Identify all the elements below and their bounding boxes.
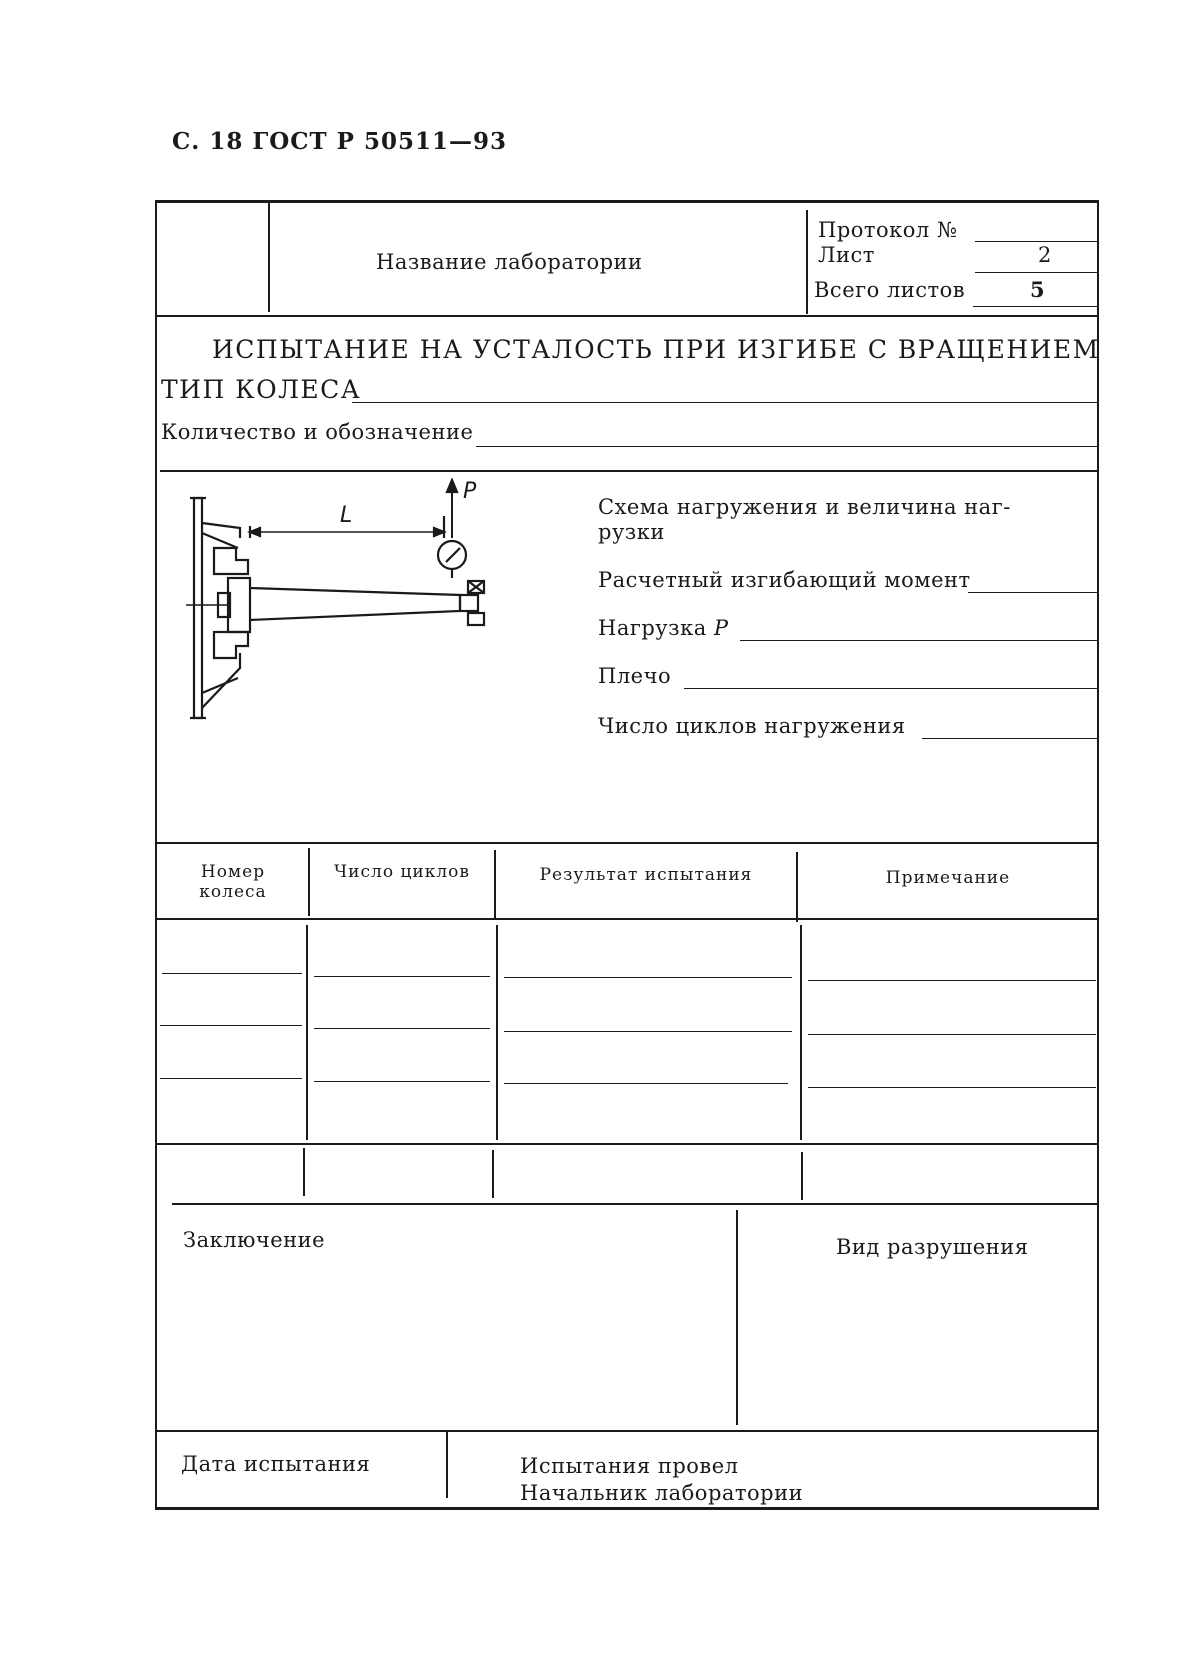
conclusion-divider bbox=[736, 1210, 738, 1425]
total-sheets-label: Всего листов bbox=[814, 278, 966, 302]
wheel-type-label: ТИП КОЛЕСА bbox=[161, 375, 362, 404]
table-row3-cell2[interactable] bbox=[314, 1081, 490, 1082]
load-label bbox=[598, 616, 729, 640]
conclusion-label: Заключение bbox=[183, 1228, 326, 1252]
header-divider-right bbox=[806, 210, 808, 314]
table-row1-cell4[interactable] bbox=[808, 980, 1096, 981]
col-header-wheel-number-line1: Номер bbox=[200, 862, 266, 882]
table-row3-cell4[interactable] bbox=[808, 1087, 1096, 1088]
sheet-value: 2 bbox=[1038, 243, 1052, 267]
arm-label: Плечо bbox=[598, 664, 672, 688]
table-header-bottom-line bbox=[157, 918, 1097, 920]
load-label-text: Нагрузка bbox=[598, 616, 707, 640]
protocol-label: Протокол № bbox=[818, 218, 958, 242]
length-label: L bbox=[340, 503, 353, 528]
tested-by-label: Испытания провел bbox=[520, 1454, 739, 1478]
col-header-result: Результат испытания bbox=[539, 865, 753, 885]
sheet-field-line bbox=[975, 272, 1097, 273]
load-symbol: P bbox=[713, 616, 729, 640]
table-last-row-divider-1 bbox=[303, 1148, 305, 1196]
table-last-row-divider-2 bbox=[492, 1150, 494, 1198]
protocol-number-field[interactable] bbox=[975, 241, 1097, 242]
load-scheme-label-line2: рузки bbox=[598, 520, 665, 544]
table-row2-cell3[interactable] bbox=[504, 1031, 792, 1032]
table-row2-cell1[interactable] bbox=[160, 1025, 302, 1026]
quantity-label: Количество и обозначение bbox=[161, 420, 474, 444]
signature-section-top-line bbox=[157, 1430, 1097, 1432]
arm-field[interactable] bbox=[684, 688, 1097, 689]
mounting-plate bbox=[194, 498, 202, 718]
table-row2-cell2[interactable] bbox=[314, 1028, 490, 1029]
bending-moment-label: Расчетный изгибающий момент bbox=[598, 568, 971, 592]
table-row3-cell1[interactable] bbox=[160, 1078, 302, 1079]
table-body-divider-2 bbox=[496, 925, 498, 1140]
quantity-field[interactable] bbox=[476, 446, 1097, 447]
loading-scheme-diagram bbox=[178, 478, 538, 738]
table-bottom-line bbox=[172, 1203, 1097, 1205]
form-title: ИСПЫТАНИЕ НА УСТАЛОСТЬ ПРИ ИЗГИБЕ С ВРАЩЕНИЕМ bbox=[212, 335, 1100, 364]
lab-name-label: Название лаборатории bbox=[376, 250, 643, 274]
cycles-field[interactable] bbox=[922, 738, 1097, 739]
fracture-type-label: Вид разрушения bbox=[836, 1235, 1029, 1259]
wheel-hub bbox=[228, 578, 250, 632]
total-sheets-value: 5 bbox=[1030, 277, 1046, 302]
table-row2-cell4[interactable] bbox=[808, 1034, 1096, 1035]
table-row1-cell3[interactable] bbox=[504, 977, 792, 978]
wheel-type-field[interactable] bbox=[352, 402, 1097, 403]
signature-divider bbox=[446, 1432, 448, 1498]
force-label: P bbox=[463, 479, 477, 504]
table-col-divider-3 bbox=[796, 852, 798, 922]
col-header-wheel-number-line2: колеса bbox=[199, 882, 267, 902]
table-row3-cell3[interactable] bbox=[504, 1083, 788, 1084]
table-col-divider-2 bbox=[494, 850, 496, 920]
col-header-cycles: Число циклов bbox=[334, 862, 470, 882]
load-field[interactable] bbox=[740, 640, 1097, 641]
bending-moment-field[interactable] bbox=[968, 592, 1097, 593]
table-last-row-divider-3 bbox=[801, 1152, 803, 1200]
load-scheme-label-line1: Схема нагружения и величина наг- bbox=[598, 495, 1011, 519]
lab-head-label: Начальник лаборатории bbox=[520, 1481, 804, 1505]
sheet-label: Лист bbox=[818, 243, 875, 267]
table-body-divider-3 bbox=[800, 925, 802, 1140]
load-bearing-bottom bbox=[468, 613, 484, 625]
header-bottom-line bbox=[157, 315, 1097, 317]
cycles-label: Число циклов нагружения bbox=[598, 714, 906, 738]
test-date-label: Дата испытания bbox=[181, 1452, 371, 1476]
page-header: С. 18 ГОСТ Р 50511—93 bbox=[172, 128, 508, 155]
test-axle bbox=[250, 588, 460, 620]
section-line-diagram-top bbox=[160, 470, 1097, 472]
table-col-divider-1 bbox=[308, 848, 310, 916]
table-row1-cell2[interactable] bbox=[314, 976, 490, 977]
table-body-divider-1 bbox=[306, 925, 308, 1140]
table-last-row-top-line bbox=[157, 1143, 1097, 1145]
table-row1-cell1[interactable] bbox=[162, 973, 302, 974]
total-sheets-field-line bbox=[973, 306, 1097, 307]
col-header-note: Примечание bbox=[885, 868, 1011, 888]
table-top-line bbox=[157, 842, 1097, 844]
col-header-wheel-number bbox=[160, 862, 306, 902]
header-divider-left bbox=[268, 202, 270, 312]
